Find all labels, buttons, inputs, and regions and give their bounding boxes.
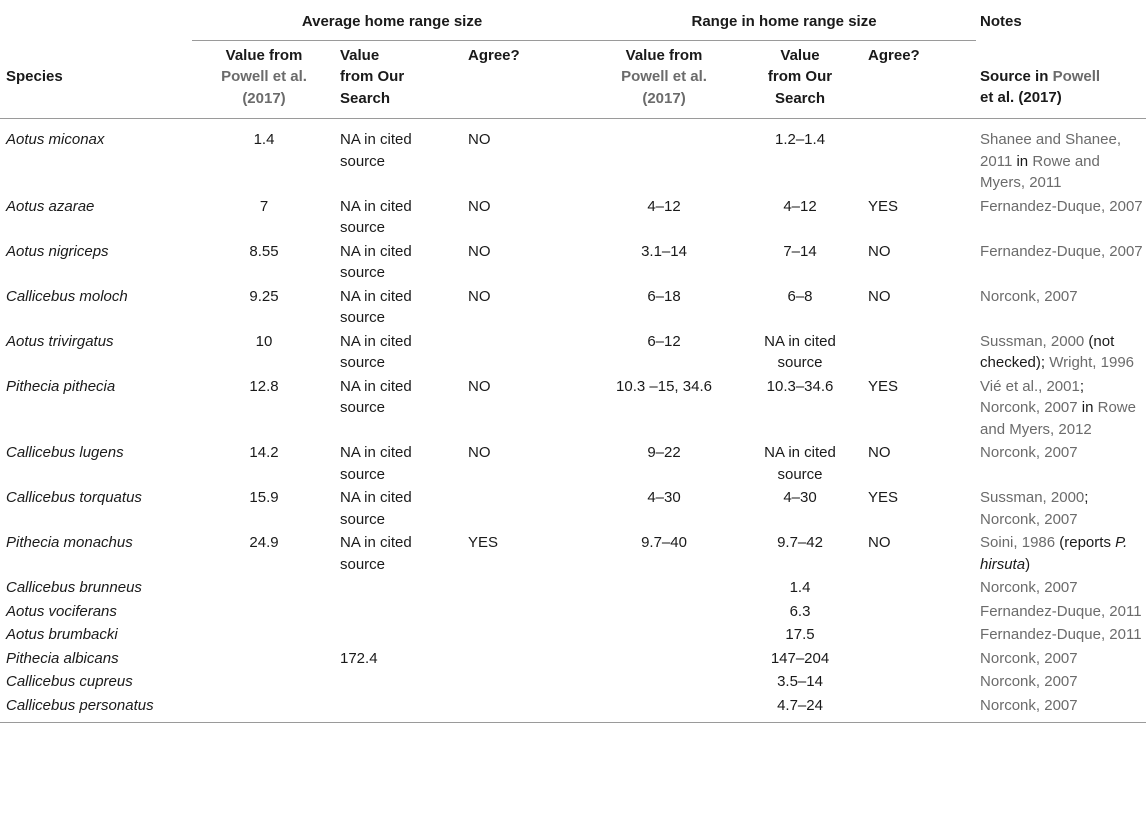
cell-rng-agree: NO [868,287,891,305]
cell-avg-powell [192,671,336,695]
cell-notes [976,624,1146,648]
cell-rng-search: 4–12 [783,197,817,215]
cell-species: Callicebus personatus [0,695,192,723]
cell-species: Callicebus brunneus [6,579,142,596]
cell-species: Callicebus lugens [6,444,124,461]
cell-rng-powell: 9–22 [647,444,681,461]
cell-avg-search: NA in cited source [340,197,412,236]
table-row [0,376,1146,443]
cell-rng-agree: YES [868,197,899,215]
cell-avg-powell: 14.2 [249,444,279,461]
reference-link[interactable]: Vié et al., 2001 [980,377,1080,395]
cell-rng-powell: 4–12 [647,197,681,215]
group-notes: Notes [980,13,1022,30]
cell-rng-agree [864,624,976,648]
cell-avg-agree [464,487,592,532]
col-avg-agree: Agree? [468,46,520,64]
cell-avg-search [336,577,464,601]
cell-rng-agree: NO [868,534,891,551]
cell-rng-agree: YES [868,377,899,395]
cell-rng-powell: 6–12 [647,332,681,350]
cell-avg-agree: NO [468,377,491,395]
cell-avg-search: NA in cited source [340,377,412,416]
cell-avg-search [336,624,464,648]
cell-avg-powell: 12.8 [249,377,279,395]
table-row [0,286,1146,331]
reference-link[interactable]: Wright, 1996 [1049,354,1135,371]
cell-species: Callicebus torquatus [6,489,142,506]
cell-species: Aotus miconax [6,131,105,148]
note-text: ; [1079,377,1085,395]
cell-notes [976,119,1146,196]
cell-avg-search: NA in cited source [340,534,412,573]
cell-rng-powell: 9.7–40 [641,534,687,551]
cell-avg-search [336,695,464,723]
cell-avg-powell: 9.25 [249,287,279,305]
reference-link[interactable]: Norconk, 2007 [980,673,1078,690]
cell-rng-search: NA in cited source [764,332,836,371]
cell-rng-agree [864,648,976,672]
table-row [0,624,1146,648]
table-row [0,601,1146,625]
cell-species: Aotus azarae [6,197,95,215]
reference-link[interactable]: Fernandez-Duque, 2011 [980,626,1142,643]
col-avg-search: Value from Our Search [340,46,405,107]
cell-avg-agree: NO [468,242,491,260]
cell-avg-search: NA in cited source [340,444,412,483]
cell-rng-powell [592,601,736,625]
cell-rng-powell [592,119,736,196]
cell-avg-agree [464,601,592,625]
cell-avg-powell: 24.9 [249,534,279,551]
cell-avg-powell: 1.4 [253,131,275,148]
cell-notes [976,442,1146,487]
table-header [0,6,1146,119]
table-body [0,119,1146,723]
cell-species: Pithecia albicans [6,649,119,667]
cell-avg-powell: 15.9 [249,489,279,506]
cell-notes [976,241,1146,286]
reference-link[interactable]: Soini, 1986 [980,534,1056,551]
reference-link[interactable]: Norconk, 2007 [980,579,1078,596]
cell-notes [976,532,1146,577]
col-avg-powell: Value from Powell et al. (2017) [221,46,307,107]
cell-notes [976,577,1146,601]
cell-avg-agree [464,577,592,601]
cell-rng-powell: 6–18 [647,287,681,305]
cell-avg-agree [464,648,592,672]
cell-avg-agree: NO [468,287,491,305]
cell-rng-powell: 3.1–14 [641,242,687,260]
cell-rng-search: 6.3 [789,602,811,620]
cell-avg-powell: 8.55 [249,242,279,260]
cell-avg-powell [192,648,336,672]
cell-rng-search: 1.4 [789,579,811,596]
cell-notes [976,331,1146,376]
cell-rng-agree [864,119,976,196]
note-text: (reports [1055,534,1116,551]
cell-rng-powell [592,577,736,601]
table-row [0,532,1146,577]
cell-avg-search: NA in cited source [340,489,412,528]
reference-link[interactable]: Norconk, 2007 [980,287,1078,305]
cell-rng-agree [864,601,976,625]
cell-avg-powell [192,624,336,648]
cell-species: Callicebus moloch [6,287,128,305]
cell-avg-powell [192,577,336,601]
cell-avg-agree: NO [468,444,491,461]
note-text: ) [1025,555,1031,573]
note-text: in [1077,399,1098,416]
cell-notes [976,286,1146,331]
cell-species: Pithecia monachus [6,534,133,551]
cell-avg-powell [192,601,336,625]
cell-rng-search: 1.2–1.4 [774,131,826,148]
cell-avg-powell: 10 [255,332,273,350]
col-source: Source in Powell et al. (2017) [980,67,1101,106]
group-range-home-range: Range in home range size [592,6,976,40]
cell-species: Aotus brumbacki [6,626,118,643]
cell-rng-search: 9.7–42 [777,534,823,551]
reference-link[interactable]: Fernandez-Duque, 2007 [980,242,1143,260]
cell-notes [976,648,1146,672]
table-row [0,331,1146,376]
reference-link[interactable]: Fernandez-Duque, 2007 [980,197,1143,215]
cell-species: Callicebus cupreus [6,673,133,690]
cell-avg-agree [464,695,592,723]
cell-rng-agree: NO [868,444,891,461]
cell-rng-agree: NO [868,242,891,260]
note-text: P. hirsuta [980,534,1128,573]
cell-notes [976,601,1146,625]
cell-rng-search: 7–14 [783,242,817,260]
reference-link[interactable]: Norconk, 2007 [980,510,1078,528]
cell-notes [976,196,1146,241]
table-row [0,695,1146,723]
col-rng-agree: Agree? [868,46,920,64]
note-text: in [1012,152,1033,170]
table-row [0,577,1146,601]
cell-rng-search: 4–30 [783,489,817,506]
cell-notes [976,695,1146,723]
col-species: Species [6,67,63,85]
reference-link[interactable]: Shanee and Shanee, 2011 [980,131,1121,170]
table-row [0,241,1146,286]
header-column-row [0,40,1146,119]
cell-rng-search: NA in cited source [764,444,836,483]
table-row [0,119,1146,196]
home-range-table [0,6,1146,723]
group-average-home-range: Average home range size [192,6,592,40]
cell-rng-powell [592,624,736,648]
cell-rng-search: 10.3–34.6 [766,377,834,395]
table-row [0,196,1146,241]
table-row [0,442,1146,487]
reference-link[interactable]: Rowe and Myers, 2012 [980,399,1136,438]
cell-avg-search: NA in cited source [340,332,412,371]
table-row [0,487,1146,532]
cell-rng-powell [592,671,736,695]
reference-link[interactable]: Sussman, 2000 [980,332,1085,350]
table-row [0,648,1146,672]
cell-avg-agree [464,671,592,695]
cell-avg-agree: NO [468,197,491,215]
cell-notes [976,671,1146,695]
reference-link[interactable]: Sussman, 2000 [980,489,1085,506]
cell-rng-search: 3.5–14 [777,673,823,690]
col-rng-powell: Value from Powell et al. (2017) [621,46,707,107]
cell-avg-powell [192,695,336,723]
cell-avg-search [336,671,464,695]
cell-species: Aotus trivirgatus [6,332,114,350]
cell-avg-agree [464,624,592,648]
reference-link[interactable]: Norconk, 2007 [980,696,1078,714]
reference-link[interactable]: Fernandez-Duque, 2011 [980,602,1142,620]
cell-rng-powell: 4–30 [647,489,681,506]
col-rng-search: Value from Our Search [767,46,833,107]
note-text: ; [1084,489,1089,506]
table-row [0,671,1146,695]
cell-rng-search: 6–8 [787,287,813,305]
cell-rng-agree [864,577,976,601]
cell-rng-search: 4.7–24 [736,695,864,723]
cell-avg-agree [464,331,592,376]
cell-avg-powell: 7 [259,197,269,215]
cell-rng-agree [864,695,976,723]
cell-rng-search: 147–204 [770,649,830,667]
cell-avg-search: NA in cited source [340,131,412,170]
cell-rng-agree: YES [868,489,899,506]
cell-avg-search: NA in cited source [340,242,412,281]
note-text: (not checked); [980,332,1115,371]
cell-rng-agree [864,331,976,376]
cell-rng-powell: 10.3 –15, 34.6 [616,377,712,395]
cell-species: Aotus nigriceps [6,242,109,260]
cell-avg-agree: NO [468,131,491,148]
cell-species: Aotus vociferans [6,602,117,620]
cell-avg-search: NA in cited source [340,287,412,326]
reference-link[interactable]: Norconk, 2007 [980,399,1078,416]
reference-link[interactable]: Rowe and Myers, 2011 [980,152,1100,191]
reference-link[interactable]: Norconk, 2007 [980,649,1078,667]
cell-rng-powell [592,695,736,723]
cell-species: Pithecia pithecia [6,377,116,395]
header-group-row [0,6,1146,40]
cell-avg-search: 172.4 [340,649,378,667]
cell-notes [976,376,1146,443]
cell-rng-powell [592,648,736,672]
reference-link[interactable]: Norconk, 2007 [980,444,1078,461]
cell-notes [976,487,1146,532]
cell-rng-search: 17.5 [785,626,815,643]
cell-rng-agree [864,671,976,695]
cell-avg-agree: YES [468,534,499,551]
cell-avg-search [336,601,464,625]
